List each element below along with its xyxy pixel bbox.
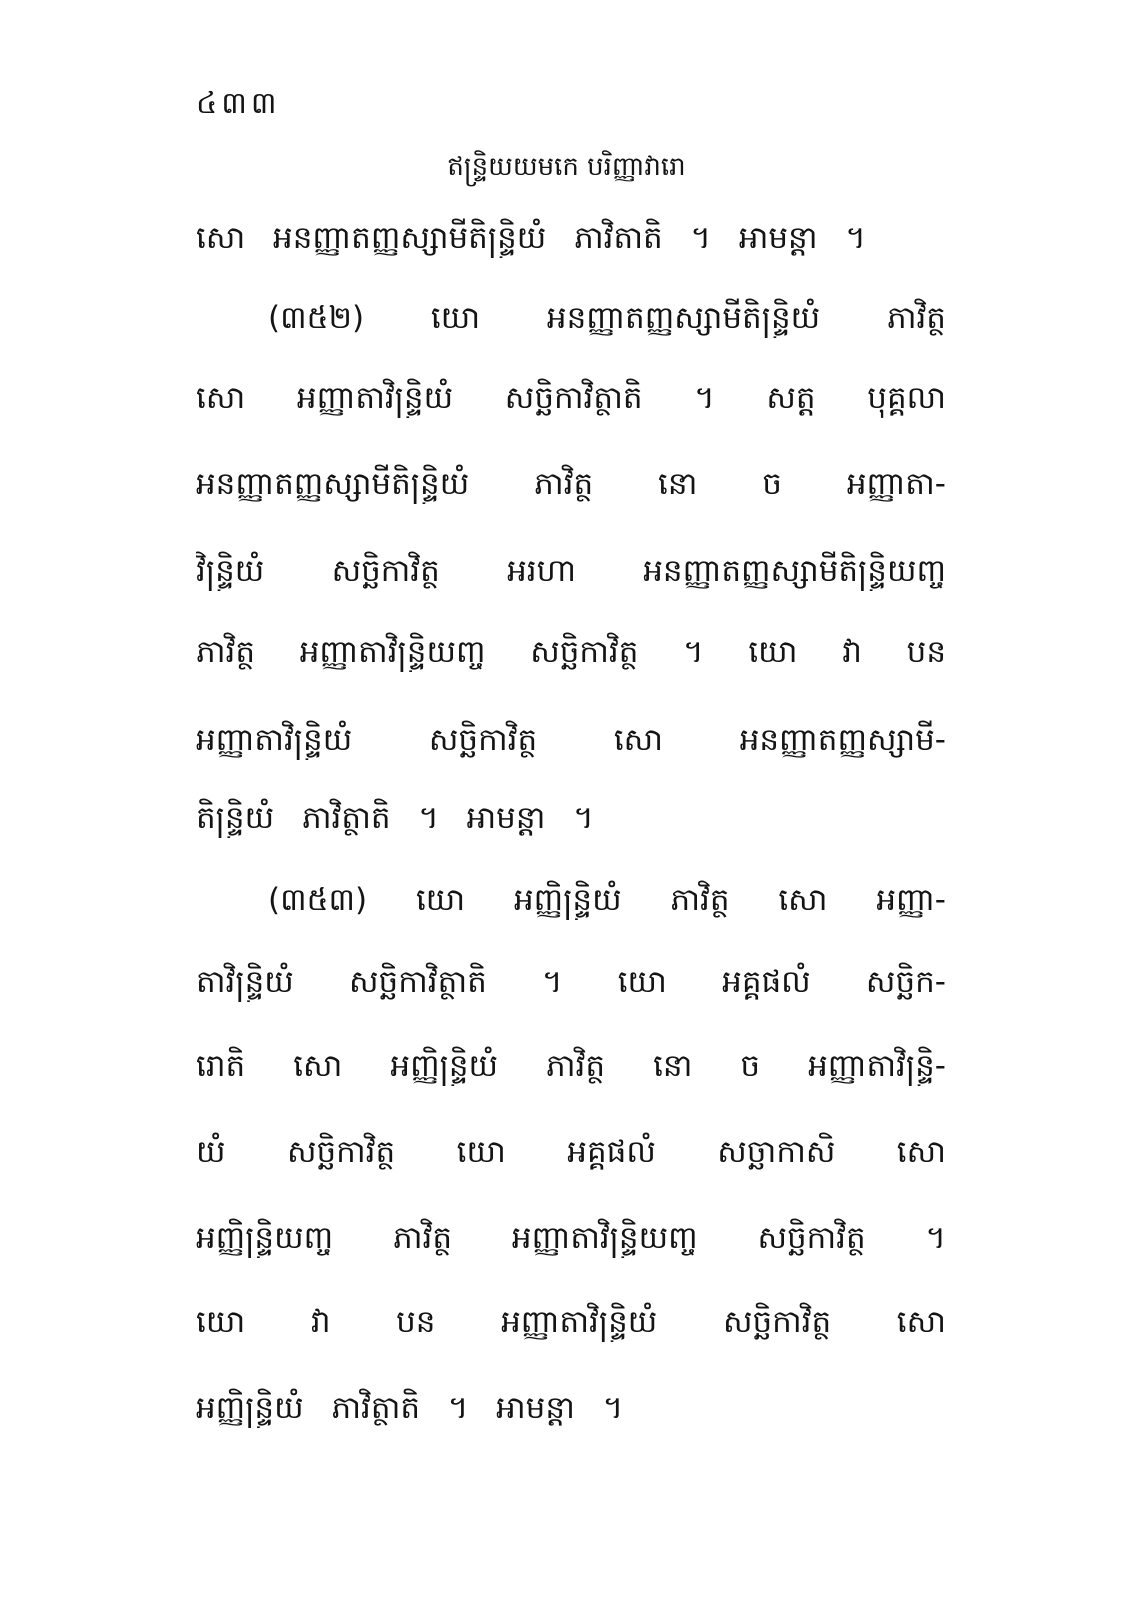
text-line-1: សោ អនញ្ញាតញ្ញស្សាមីតិន្ទ្រិយំ ភាវិតាតិ ។ អាមន្តា ។ [196, 220, 866, 256]
text-line-8: តិន្ទ្រិយំ ភាវិត្ថាតិ ។ អាមន្តា ។ [196, 800, 594, 836]
text-line-7: អញ្ញាតាវិន្ទ្រិយំ សច្ឆិកាវិត្ថ សោ អនញ្ញាតញ្ញស្សាមី- [196, 722, 946, 758]
page-number: ៤៣៣ [196, 86, 281, 121]
text-line-10: តាវិន្ទ្រិយំ សច្ឆិកាវិត្ថាតិ ។ យោ អគ្គផលំ សច្ឆិក- [196, 964, 946, 1000]
text-line-3: សោ អញ្ញាតាវិន្ទ្រិយំ សច្ឆិកាវិត្ថាតិ ។ សត្ត បុគ្គលា [196, 380, 946, 416]
running-head: ឥន្ទ្រិយយមកេ បរិញ្ញាវារោ [447, 152, 686, 182]
text-line-6: ភាវិត្ថ អញ្ញាតាវិន្ទ្រិយញ្ច សច្ឆិកាវិត្ថ ។ យោ វា បន [196, 634, 946, 670]
text-line-5: វិន្ទ្រិយំ សច្ឆិកាវិត្ថ អរហា អនញ្ញាតញ្ញស្សាមីតិន្ទ្រិយញ្ច [196, 553, 946, 589]
text-line-2: (៣៥២) យោ អនញ្ញាតញ្ញស្សាមីតិន្ទ្រិយំ ភាវិត្ថ [268, 300, 946, 336]
text-line-12: យំ សច្ឆិកាវិត្ថ យោ អគ្គផលំ សច្ឆាកាសិ សោ [196, 1134, 946, 1170]
text-line-13: អញ្ញិន្ទ្រិយញ្ច ភាវិត្ថ អញ្ញាតាវិន្ទ្រិយញ្ច សច្ឆិកាវិត្ថ ។ [196, 1220, 946, 1256]
text-line-9: (៣៥៣) យោ អញ្ញិន្ទ្រិយំ ភាវិត្ថ សោ អញ្ញា- [268, 882, 946, 918]
text-line-15: អញ្ញិន្ទ្រិយំ ភាវិត្ថាតិ ។ អាមន្តា ។ [196, 1390, 624, 1426]
text-line-11: រោតិ សោ អញ្ញិន្ទ្រិយំ ភាវិត្ថ នោ ច អញ្ញាតាវិន្ទ្រិ- [196, 1048, 946, 1084]
text-line-14: យោ វា បន អញ្ញាតាវិន្ទ្រិយំ សច្ឆិកាវិត្ថ សោ [196, 1304, 946, 1340]
text-line-4: អនញ្ញាតញ្ញស្សាមីតិន្ទ្រិយំ ភាវិត្ថ នោ ច អញ្ញាតា- [196, 466, 946, 502]
